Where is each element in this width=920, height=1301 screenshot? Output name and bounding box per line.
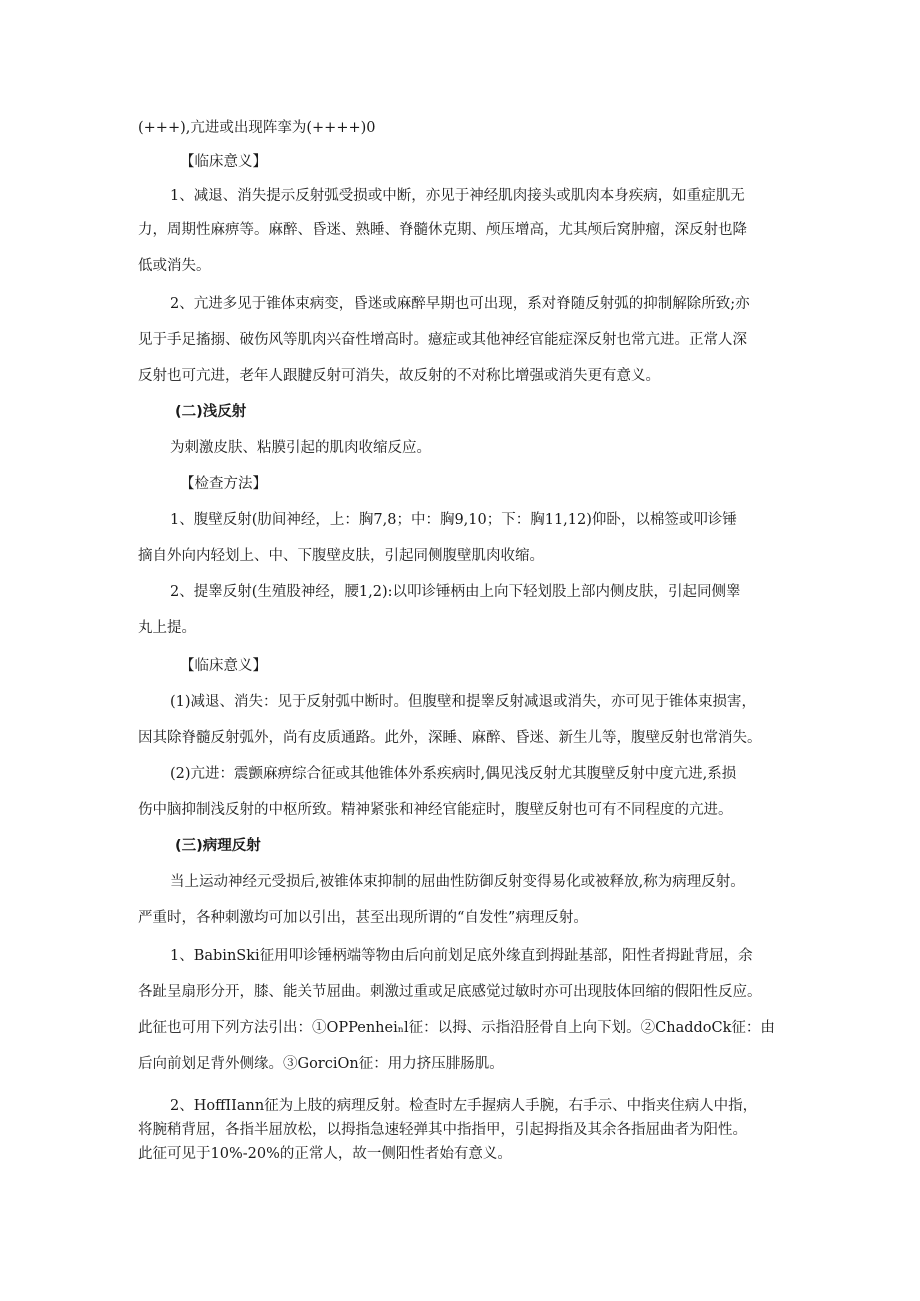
text-line: 1、BabinSki征用叩诊锤柄端等物由后向前划足底外缘直到拇趾基部，阳性者拇趾背屈，余 [170, 948, 753, 964]
text-line: 此征也可用下列方法引出：①OPPenheiₙl征：以拇、示指沿胫骨自上向下划。②ChaddoCk征：由 [138, 1020, 775, 1036]
text-line: (1)减退、消失：见于反射弧中断时。但腹壁和提睾反射减退或消失，亦可见于锥体束损害， [170, 694, 757, 710]
text-line: 1、腹壁反射(肋间神经，上：胸7,8；中：胸9,10；下：胸11,12)仰卧，以棉签或叩诊锤 [170, 512, 737, 528]
text-line: 此征可见于10%-20%的正常人，故一侧阳性者始有意义。 [138, 1146, 512, 1162]
section-heading: 【检查方法】 [180, 476, 267, 492]
text-line: 2、提睾反射(生殖股神经，腰1,2):以叩诊锤柄由上向下轻划股上部内侧皮肤，引起同侧睾 [170, 584, 741, 600]
section-heading: 【临床意义】 [180, 154, 267, 170]
text-line: 后向前划足背外侧缘。③GorciOn征：用力挤压腓肠肌。 [138, 1056, 504, 1072]
text-line: 伤中脑抑制浅反射的中枢所致。精神紧张和神经官能症时，腹壁反射也可有不同程度的亢进。 [138, 802, 733, 818]
text-line: 力，周期性麻痹等。麻醉、昏迷、熟睡、脊髓休克期、颅压增高，尤其颅后窝肿瘤，深反射也降 [138, 222, 747, 238]
subsection-title: (二)浅反射 [175, 404, 247, 420]
text-line: 当上运动神经元受损后,被锥体束抑制的屈曲性防御反射变得易化或被释放,称为病理反射。 [170, 874, 745, 890]
text-line: (+++),亢进或出现阵挛为(++++)0 [138, 120, 376, 136]
text-line: 为刺激皮肤、粘膜引起的肌肉收缩反应。 [170, 440, 431, 456]
text-line: 反射也可亢进，老年人跟腱反射可消失，故反射的不对称比增强或消失更有意义。 [138, 368, 660, 384]
text-line: 丸上提。 [138, 620, 196, 636]
text-line: (2)亢进：震颤麻痹综合征或其他锥体外系疾病时,偶见浅反射尤其腹壁反射中度亢进,系损 [170, 766, 737, 782]
subsection-title: (三)病理反射 [175, 838, 261, 854]
text-line: 2、HoffIIann征为上肢的病理反射。检查时左手握病人手腕，右手示、中指夹住病人中指， [170, 1098, 758, 1114]
text-line: 将腕稍背屈，各指半屈放松，以拇指急速轻弹其中指指甲，引起拇指及其余各指屈曲者为阳性。 [138, 1122, 747, 1138]
text-line: 见于手足搐搦、破伤风等肌肉兴奋性增高时。癔症或其他神经官能症深反射也常亢进。正常人深 [138, 332, 747, 348]
text-line: 摘自外向内轻划上、中、下腹壁皮肤，引起同侧腹壁肌肉收缩。 [138, 548, 544, 564]
text-line: 各趾呈扇形分开，膝、能关节屈曲。刺激过重或足底感觉过敏时亦可出现肢体回缩的假阳性反应。 [138, 984, 762, 1000]
text-line: 1、减退、消失提示反射弧受损或中断，亦见于神经肌肉接头或肌肉本身疾病，如重症肌无 [170, 188, 745, 204]
text-line: 低或消失。 [138, 258, 211, 274]
text-line: 严重时，各种刺激均可加以引出，甚至出现所谓的“自发性”病理反射。 [138, 910, 588, 926]
section-heading: 【临床意义】 [180, 658, 267, 674]
text-line: 因其除脊髓反射弧外，尚有皮质通路。此外，深睡、麻醉、昏迷、新生儿等，腹壁反射也常消失。 [138, 730, 762, 746]
text-line: 2、亢进多见于锥体束病变，昏迷或麻醉早期也可出现，系对脊随反射弧的抑制解除所致;亦 [170, 296, 750, 312]
